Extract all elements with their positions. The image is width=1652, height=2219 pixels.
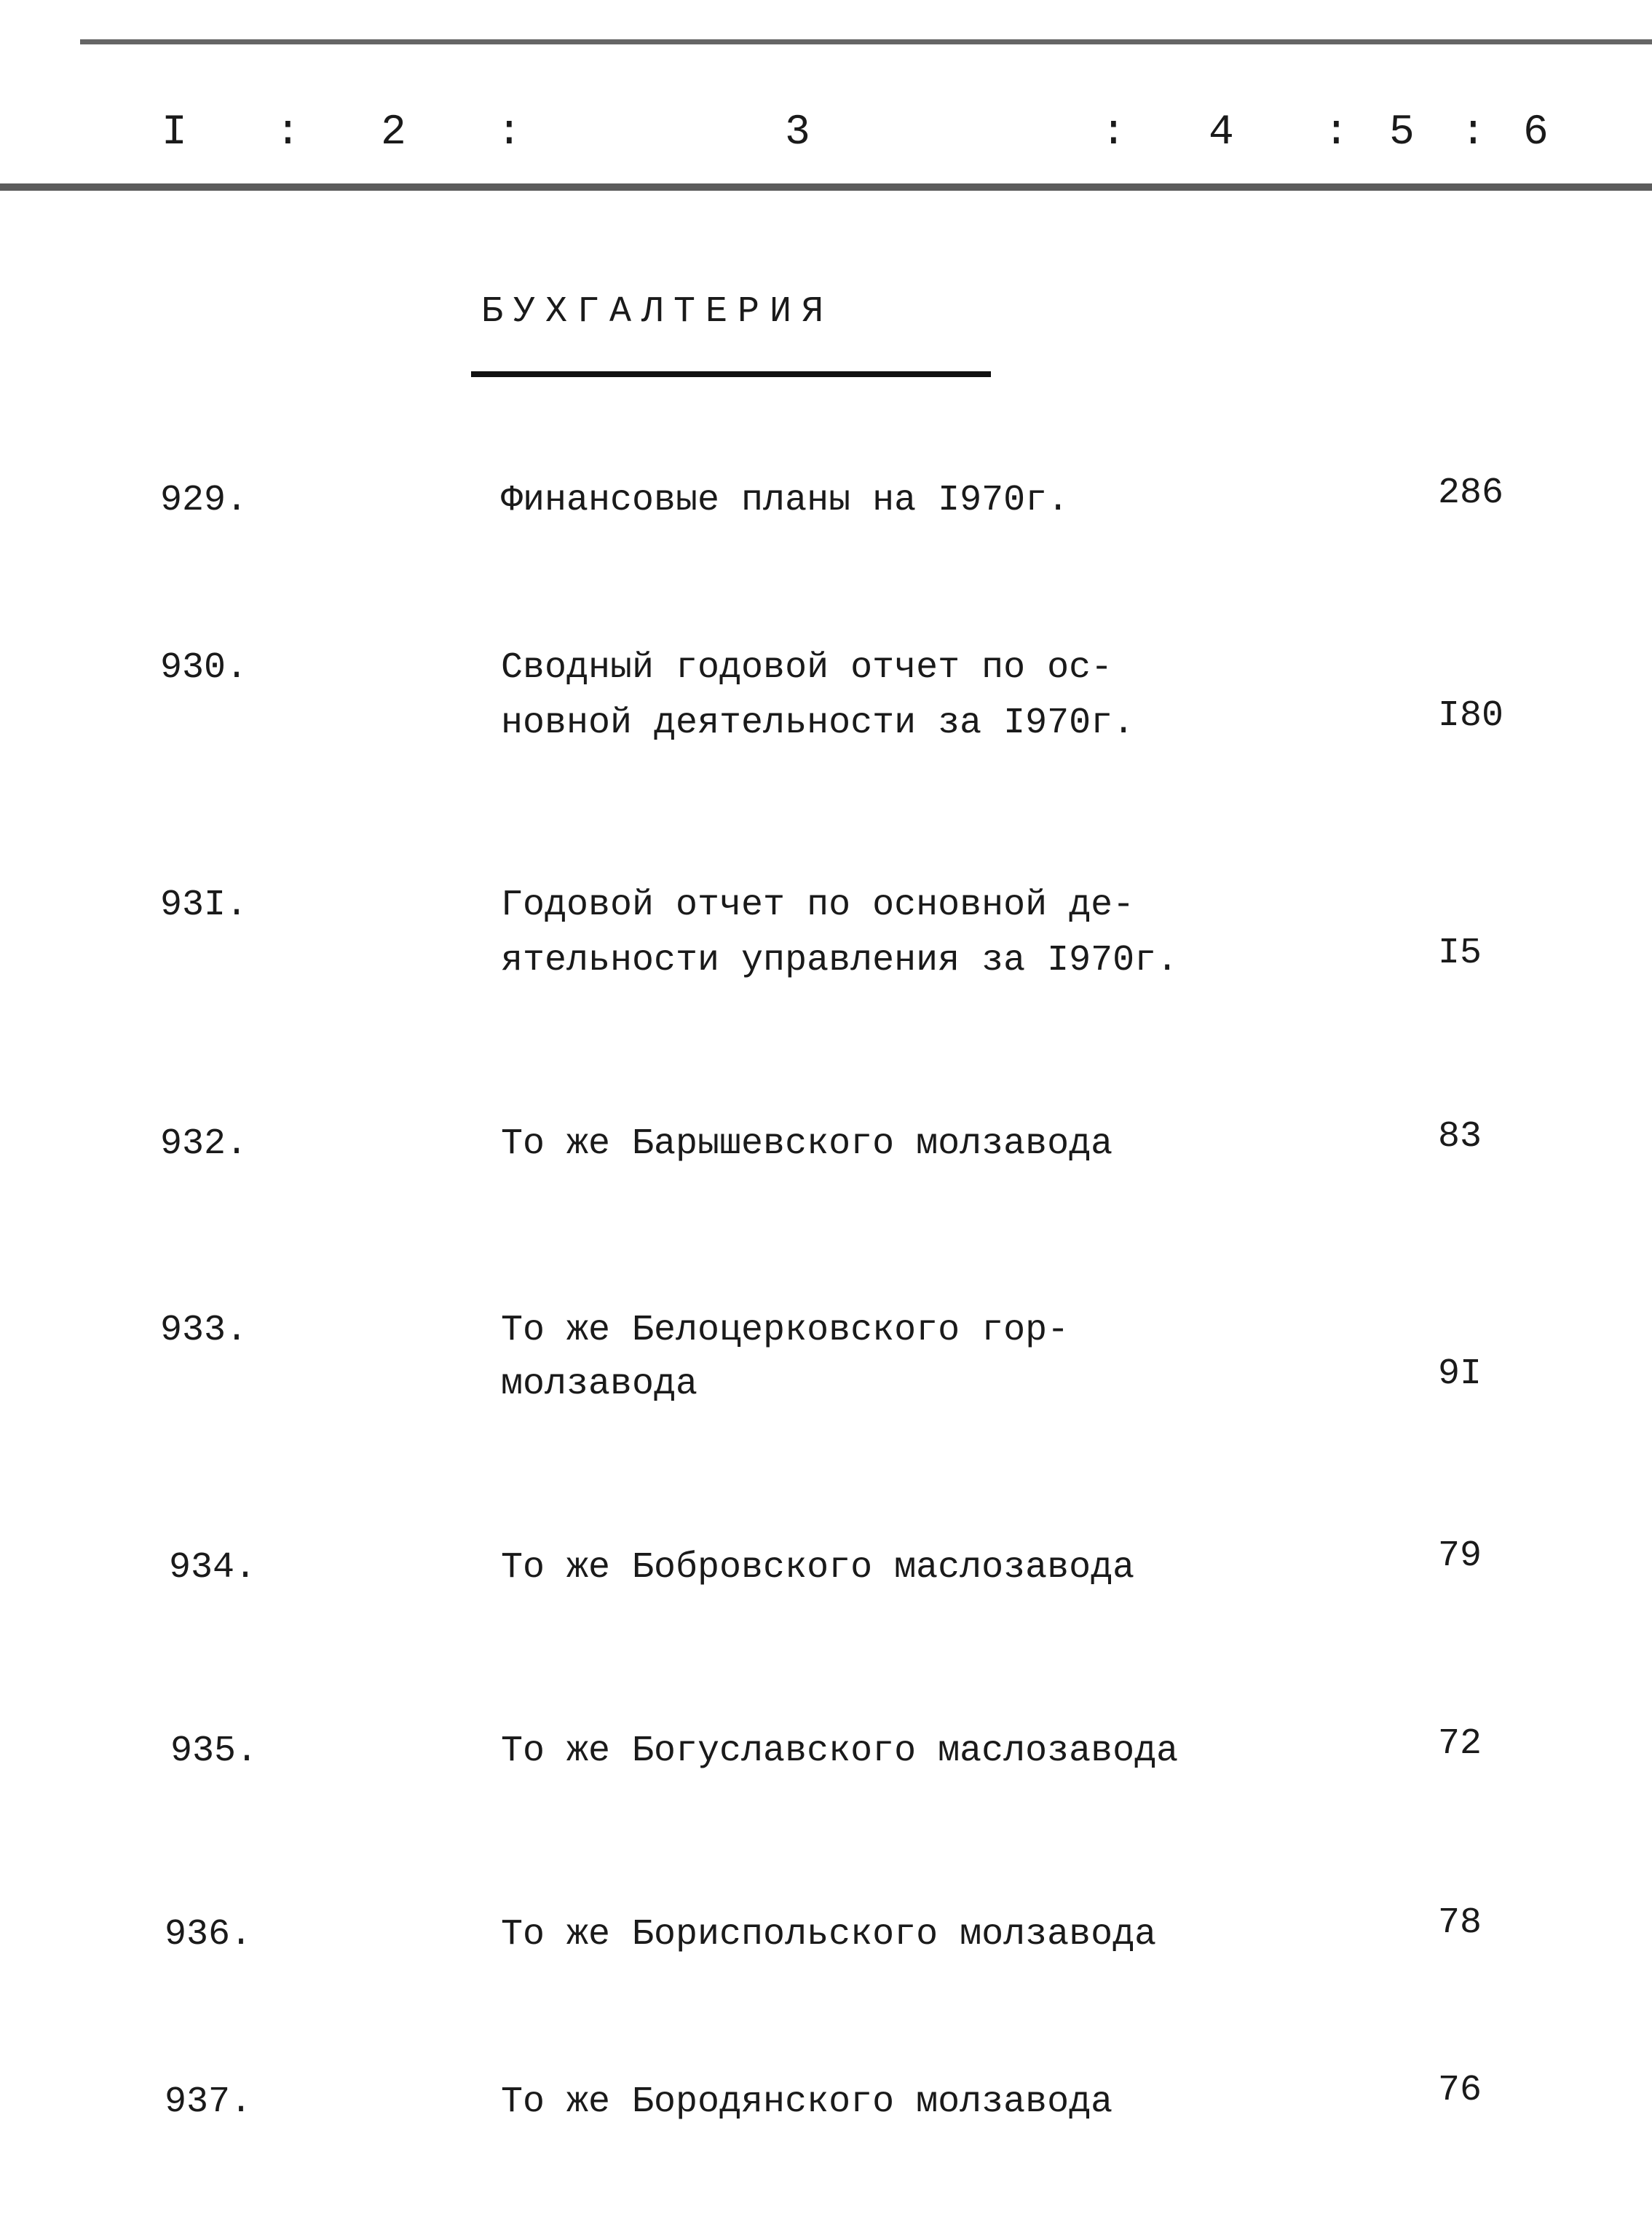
column-separator: :: [497, 109, 522, 157]
item-title: То же Бориспольского молзавода: [501, 1914, 1157, 1955]
item-number: 932.: [160, 1123, 248, 1165]
item-title: То же Барышевского молзавода: [501, 1123, 1113, 1165]
item-count: 83: [1438, 1116, 1482, 1158]
column-separator: :: [275, 109, 301, 157]
item-title: Финансовые планы на I970г.: [501, 480, 1070, 521]
item-title-cont: молзавода: [501, 1364, 698, 1405]
item-number: 935.: [170, 1730, 258, 1772]
column-number: 3: [785, 109, 810, 157]
column-separator: :: [1101, 109, 1126, 157]
item-number: 930.: [160, 647, 248, 689]
item-title: Сводный годовой отчет по ос-: [501, 647, 1113, 689]
item-count: 72: [1438, 1723, 1482, 1765]
column-number: I: [162, 109, 187, 157]
header-rule: [0, 183, 1652, 191]
column-number: 4: [1209, 109, 1234, 157]
item-title: Годовой отчет по основной де-: [501, 885, 1135, 926]
item-count: 78: [1438, 1902, 1482, 1944]
item-count: 286: [1438, 472, 1504, 514]
column-number: 5: [1389, 109, 1415, 157]
section-title: БУХГАЛТЕРИЯ: [481, 291, 834, 333]
item-title: То же Бородянского молзавода: [501, 2081, 1113, 2123]
column-separator: :: [1324, 109, 1349, 157]
item-number: 937.: [165, 2081, 253, 2123]
column-separator: :: [1461, 109, 1486, 157]
item-title: То же Бобровского маслозавода: [501, 1547, 1135, 1589]
item-title: То же Белоцерковского гор-: [501, 1310, 1070, 1351]
item-title-cont: новной деятельности за I970г.: [501, 703, 1135, 744]
column-number: 6: [1523, 109, 1549, 157]
item-count: I5: [1438, 933, 1482, 974]
item-number: 929.: [160, 480, 248, 521]
item-number: 936.: [165, 1914, 253, 1955]
item-number: 934.: [169, 1547, 257, 1589]
item-count: 9I: [1438, 1353, 1482, 1395]
title-underline: [471, 371, 991, 377]
item-count: 76: [1438, 2070, 1482, 2111]
item-count: 79: [1438, 1535, 1482, 1577]
column-number: 2: [381, 109, 406, 157]
item-count: I80: [1438, 695, 1504, 737]
item-title-cont: ятельности управления за I970г.: [501, 940, 1179, 981]
item-number: 933.: [160, 1310, 248, 1351]
item-number: 93I.: [160, 885, 248, 926]
item-title: То же Богуславского маслозавода: [501, 1730, 1179, 1772]
top-rule: [80, 39, 1652, 44]
